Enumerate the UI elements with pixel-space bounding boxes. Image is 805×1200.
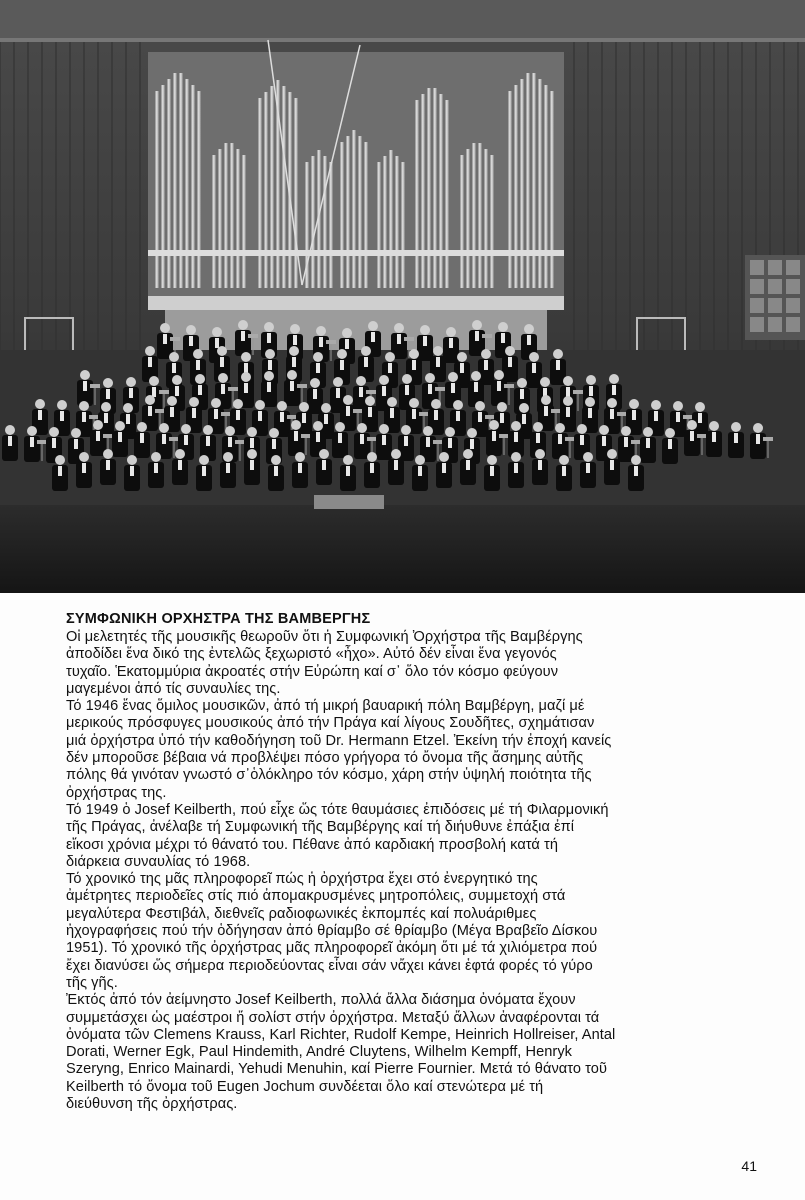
article-paragraph: Ἐκτός ἀπό τόν ἀείμνηστο Josef Keilberth, πολλά ἄλλα διάσημα ὀνόματα ἔχουν συμμετάσχει ὡς μαέστροι ἤ σολίστ στήν ὀρχήστρα. Μεταξύ ἄλλων ἀναφέρονται τά ὀνόματα τῶν Clemens Krauss, Karl Richter, Rudolf Kempe, Heinrich Hollreiser, Antal Dorati, Werner Egk, Paul Hindemith, André Cluytens, Wilhelm Kempff, Henryk Szeryng, Enrico Mainardi, Yehudi Menuhin, καί Pierre Fournier. Μετά τό θάνατο τοῦ Keilberth τό ὄνομα τοῦ Eugen Jochum συνδέεται ὅλο καί στενώτερα μέ τή διεύθυνση τῆς ὀρχήστρας. [66, 992, 616, 1113]
article-heading: ΣΥΜΦΩΝΙΚΗ ΟΡΧΗΣΤΡΑ ΤΗΣ ΒΑΜΒΕΡΓΗΣ [66, 611, 371, 627]
orchestra-photo-illustration [0, 0, 805, 593]
article-paragraph: Τό 1946 ἕνας ὅμιλος μουσικῶν, ἀπό τή μικρή βαυαρική πόλη Βαμβέργη, μαζί μέ μερικούς πρόσφυγες μουσικούς ἀπό τήν Πράγα καί λίγους Σουδῆτες, σχημάτισαν μιά ὀρχήστρα ὑπό τήν καθοδήγηση τοῦ Dr. Hermann Etzel. Ἐκείνη τήν ἐποχή κανείς δέν μποροῦσε βέβαια νά προβλέψει πόσο γρήγορα τό ὄνομα τῆς ἄσημης αὐτῆς πόλης θά γινόταν γνωστό σ᾽ὁλόκληρο τόν κόσμο, χάρη στήν ὑψηλή ποιότητα τῆς ὀρχήστρας της. [66, 698, 612, 801]
article-paragraph: Οἱ μελετητές τῆς μουσικῆς θεωροῦν ὅτι ἡ Συμφωνική Ὀρχήστρα τῆς Βαμβέργης ἀποδίδει ἕνα δικό της ἐντελῶς ξεχωριστό «ἦχο». Αὐτό δέν εἶναι ἕνα γεγονός τυχαῖο. Ἑκατομμύρια ἀκροατές στήν Εὐρώπη καί σ᾽ ὅλο τόν κόσμο φεύγουν μαγεμένοι ἀπό τίς συναυλίες της. [66, 629, 583, 697]
article-paragraph: Τό 1949 ὁ Josef Keilberth, πού εἶχε ὥς τότε θαυμάσιες ἐπιδόσεις μέ τή Φιλαρμονική τῆς Πράγας, ἀνέλαβε τή Συμφωνική τῆς Βαμβέργης καί τή διήυθυνε ἐπάξια ἐπί εἴκοσι χρόνια μέχρι τό θάνατό του. Πέθανε ἀπό καρδιακή προσβολή κατά τή διάρκεια συναυλίας τό 1968. [66, 801, 609, 870]
hall-ceiling [0, 0, 805, 40]
page-number: 41 [741, 1158, 757, 1174]
orchestra-photo [0, 0, 805, 593]
conductor-podium [314, 495, 384, 509]
article-paragraph: Τό χρονικό της μᾶς πληροφορεῖ πώς ἡ ὀρχήστρα ἔχει στό ἐνεργητικό της ἀμέτρητες περιοδεῖες στίς πιό ἀπομακρυσμένες μητροπόλεις, συμμετοχή στά μεγαλύτερα Φεστιβάλ, διεθνεῖς ραδιοφωνικές ἐκπομπές καί πολυάριθμες ἠχογραφήσεις πού τήν ὁδήγησαν ἀπό θρίαμβο σέ θρίαμβο (Μέγα Βραβεῖο Δίσκου 1951). Τό χρονικό τῆς ὀρχήστρας μᾶς πληροφορεῖ ἀκόμη ὅτι μέ τά χιλιόμετρα πού ἔχει διανύσει ὥς σήμερα περιοδεύοντας εἶναι σάν νἄχει κάνει ἑφτά φορές τό γύρο τῆς γῆς. [66, 871, 598, 991]
hall-floor [0, 505, 805, 593]
article [66, 610, 786, 1113]
